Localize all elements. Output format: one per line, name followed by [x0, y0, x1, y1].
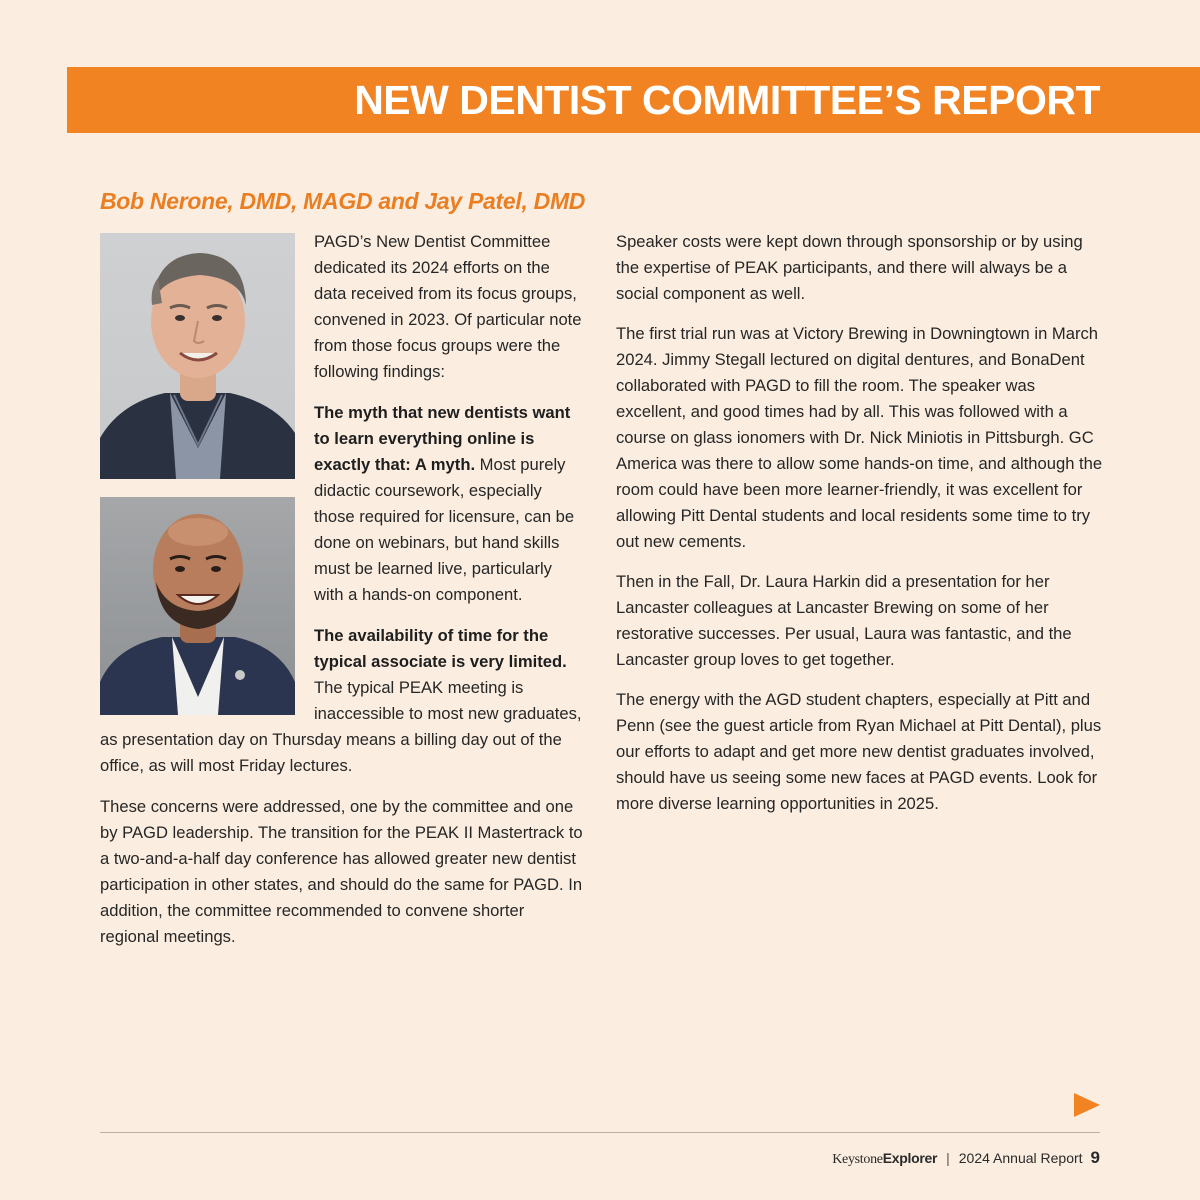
- paragraph-concerns: These concerns were addressed, one by the committee and one by PAGD leadership. The transition for the PEAK II Mastertrack to a two-and-a-half day conference has allowed greater new dentist participation in other states, and should do the same for PAGD. In addition, the committee recommended to convene shorter regional meetings.: [100, 797, 583, 946]
- paragraph-trial-run: The first trial run was at Victory Brewing in Downingtown in March 2024. Jimmy Stegall lectured on digital dentures, and BonaDent collaborated with PAGD to fill the room. The speaker was excellent, and good times had by all. This was followed with a course on glass ionomers with Dr. Nick Miniotis in Pittsburgh. GC America was there to allow some hands-on time, and although the room could have been more learner-friendly, it was excellent for allowing Pitt Dental students and local residents some time to try out new cements.: [616, 324, 1103, 551]
- page-footer: [832, 1148, 1100, 1168]
- finding-time-heading: The availability of time for the typical associate is very limited.: [314, 626, 567, 671]
- triangle-right-icon[interactable]: [1074, 1093, 1100, 1117]
- paragraph-speaker-costs: Speaker costs were kept down through sponsorship or by using the expertise of PEAK participants, and there will always be a social component as well.: [616, 232, 1083, 303]
- right-column: [616, 229, 1106, 831]
- brand-name-explorer: Explorer: [882, 1150, 938, 1166]
- left-column: [100, 229, 584, 965]
- footer-divider: [100, 1132, 1100, 1133]
- paragraph-energy: The energy with the AGD student chapters, especially at Pitt and Penn (see the guest article from Ryan Michael at Pitt Dental), plus our efforts to adapt and get more new dentist graduates involved, should have us seeing some new faces at PAGD events. Look for more diverse learning opportunities in 2025.: [616, 690, 1102, 813]
- paragraph-fall-presentation: Then in the Fall, Dr. Laura Harkin did a presentation for her Lancaster colleagues at Lancaster Brewing on some of her restorative successes. Per usual, Laura was fantastic, and the Lancaster group loves to get together.: [616, 572, 1072, 669]
- page-number: 9: [1090, 1148, 1100, 1167]
- brand-name-keystone: Keystone: [832, 1152, 883, 1167]
- author-byline: Bob Nerone, DMD, MAGD and Jay Patel, DMD: [100, 188, 586, 214]
- finding-myth-heading: The myth that new dentists want to learn everything online is exactly that: A myth.: [314, 403, 571, 474]
- finding-myth-text: Most purely didactic coursework, especially those required for licensure, can be done on webinars, but hand skills must be learned live, particularly with a hands-on component.: [314, 455, 575, 604]
- photo-spacer: [100, 229, 314, 717]
- report-label: 2024 Annual Report: [958, 1150, 1083, 1166]
- paragraph-intro: PAGD’s New Dentist Committee dedicated its 2024 efforts on the data received from its focus groups, convened in 2023. Of particular note from those focus groups were the following findings:: [314, 232, 582, 381]
- finding-time-text: The typical PEAK meeting is inaccessible to most new graduates, as presentation day on Thursday means a billing day out of the office, as will most Friday lectures.: [100, 678, 582, 775]
- title-banner: [67, 67, 1200, 133]
- footer-separator: |: [946, 1150, 950, 1166]
- page-title: NEW DENTIST COMMITTEE’S REPORT: [354, 77, 1100, 123]
